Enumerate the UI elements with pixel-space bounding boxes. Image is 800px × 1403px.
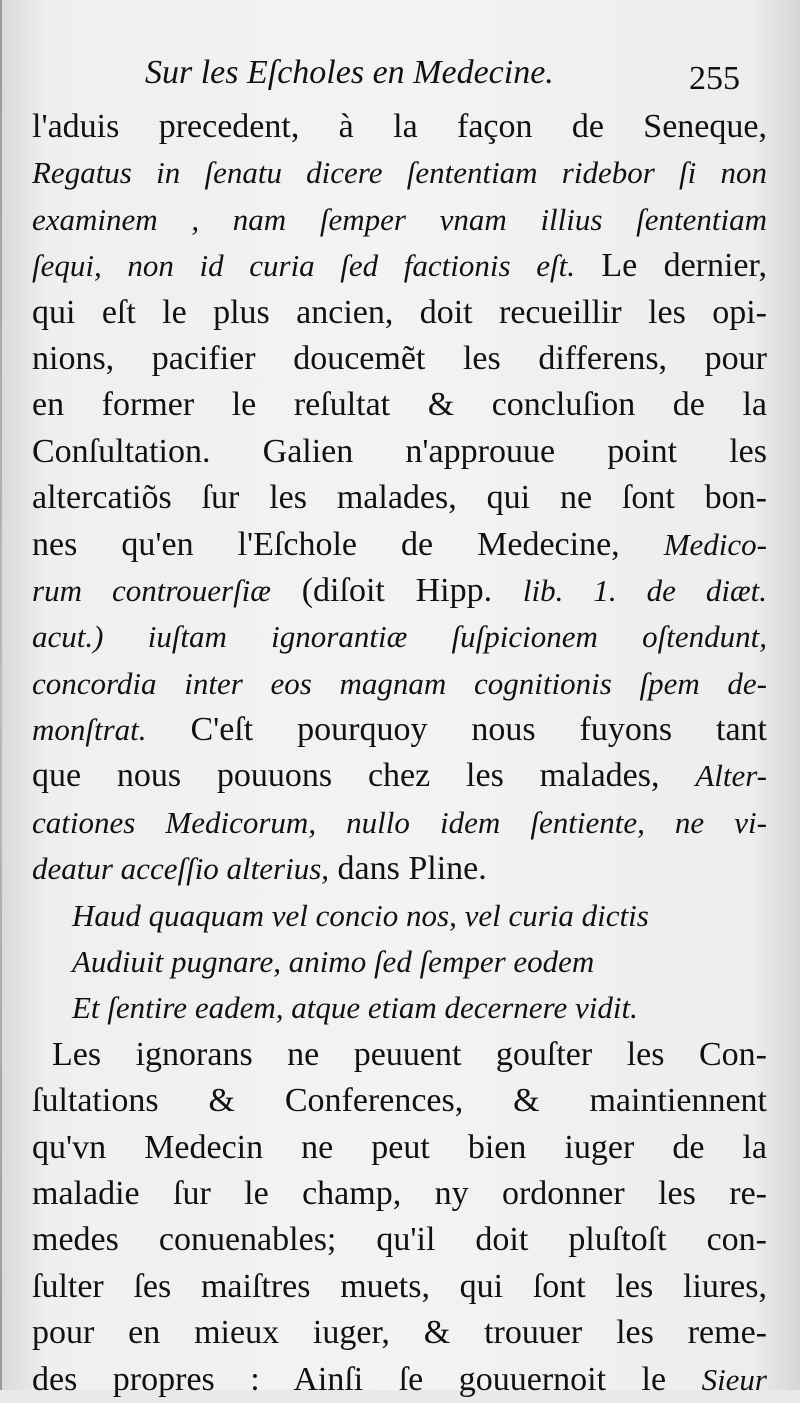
text-line: Regatus in ſenatu dicere ſententiam ridebor ſi non	[32, 155, 767, 191]
text-run: C'eſt pourquoy nous fuyons tant	[146, 711, 767, 749]
verse-line: Haud quaquam vel concio nos, vel curia dictis	[72, 897, 649, 933]
text-line: maladie ſur le champ, ny ordonner les re-	[32, 1174, 767, 1212]
text-run: (diſoit Hipp.	[270, 571, 523, 609]
text-line: nions, pacifier doucemẽt les differens, pour	[32, 339, 767, 377]
latin-phrase: monſtrat.	[32, 712, 147, 748]
text-line: acut.) iuſtam ignorantiæ ſuſpicionem oſtendunt,	[32, 619, 767, 655]
text-run: que nous pouuons chez les malades,	[32, 757, 696, 795]
latin-phrase: Medico-	[663, 526, 767, 562]
text-line	[32, 753, 767, 799]
running-title: Sur les Eſcholes en Medecine.	[145, 54, 554, 91]
text-run: Le dernier,	[574, 247, 767, 285]
text-line: ſultations & Conferences, & maintiennent	[32, 1082, 767, 1120]
page-number: 255	[689, 60, 740, 97]
text-run: dans Pline.	[329, 850, 487, 888]
verse-line: Audiuit pugnare, animo ſed ſemper eodem	[72, 944, 595, 980]
latin-phrase: ſequi, non id curia ſed factionis eſt.	[32, 248, 575, 284]
text-line: qui eſt le plus ancien, doit recueillir les opi-	[32, 293, 767, 331]
latin-phrase: Alter-	[695, 758, 767, 794]
text-line: examinem , nam ſemper vnam illius ſententiam	[32, 201, 767, 237]
text-run: des propres : Ainſi ſe gouuernoit le	[32, 1360, 702, 1398]
text-line: medes conuenables; qu'il doit pluſtoſt con-	[32, 1221, 767, 1259]
text-line	[32, 522, 767, 568]
text-line: Les ignorans ne peuuent gouſter les Con-	[52, 1035, 767, 1073]
latin-phrase: rum controuerſiæ	[32, 572, 271, 608]
body-text	[32, 104, 767, 1403]
page-edge	[0, 0, 2, 1390]
text-line: Conſultation. Galien n'approuue point les	[32, 432, 767, 470]
latin-phrase: Sieur	[701, 1361, 767, 1397]
text-line	[32, 1357, 767, 1403]
text-run: nes qu'en l'Eſchole de Medecine,	[32, 525, 664, 563]
text-line: pour en mieux iuger, & trouuer les reme-	[32, 1314, 767, 1352]
text-line	[32, 846, 767, 892]
text-line: l'aduis precedent, à la façon de Seneque,	[32, 108, 767, 145]
text-line	[32, 243, 767, 289]
verse-line: Et ſentire eadem, atque etiam decernere vidit.	[72, 990, 638, 1026]
text-line	[32, 568, 767, 614]
text-line: cationes Medicorum, nullo idem ſentiente, ne vi-	[32, 804, 767, 840]
text-line: concordia inter eos magnam cognitionis ſpem de-	[32, 665, 767, 701]
text-line	[32, 707, 767, 753]
text-line: ſulter ſes maiſtres muets, qui ſont les liures,	[32, 1267, 767, 1305]
citation: lib. 1. de diæt.	[522, 572, 767, 608]
text-line: altercatiõs ſur les malades, qui ne ſont bon-	[32, 479, 767, 517]
text-line: qu'vn Medecin ne peut bien iuger de la	[32, 1128, 767, 1166]
latin-phrase: deatur acceſſio alterius,	[32, 851, 330, 887]
text-line: en former le reſultat & concluſion de la	[32, 386, 767, 424]
running-head	[145, 52, 740, 102]
